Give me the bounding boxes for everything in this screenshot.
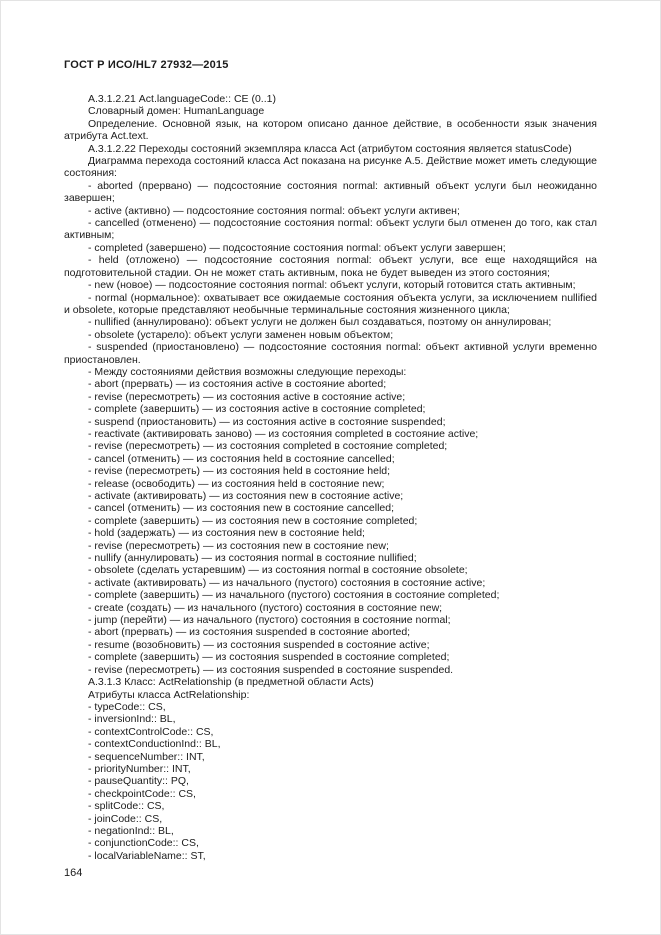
paragraph-line: - suspend (приостановить) — из состояния active в состояние suspended; — [88, 415, 446, 428]
paragraph-line: - inversionInd:: BL, — [88, 713, 176, 726]
paragraph-line: - cancelled (отменено) — подсостояние состояния normal: объект услуги был отменен до того, как стал активным; — [64, 217, 597, 242]
paragraph-line: - contextConductionInd:: BL, — [88, 738, 221, 751]
paragraph-line: - checkpointCode:: CS, — [88, 787, 196, 800]
paragraph-line: Словарный домен: HumanLanguage — [88, 105, 265, 118]
paragraph-line: Диаграмма перехода состояний класса Act показана на рисунке А.5. Действие может иметь следующие состояния: — [64, 155, 597, 180]
document-body — [64, 93, 597, 862]
paragraph-line: - revise (пересмотреть) — из состояния suspended в состояние suspended. — [88, 663, 454, 676]
paragraph-line: - localVariableName:: ST, — [88, 849, 206, 862]
paragraph-line: - negationInd:: BL, — [88, 824, 174, 837]
paragraph-line: - aborted (прервано) — подсостояние состояния normal: активный объект услуги был неожиданно завершен; — [64, 179, 597, 205]
paragraph-line: - priorityNumber:: INT, — [88, 762, 191, 775]
paragraph-line: - hold (задержать) — из состояния new в состояние held; — [88, 527, 365, 540]
paragraph-line: - new (новое) — подсостояние состояния normal: объект услуги, который готовится стать активным; — [88, 279, 576, 292]
paragraph-line: - complete (завершить) — из состояния new в состояние completed; — [88, 514, 418, 527]
paragraph-line: - obsolete (сделать устаревшим) — из состояния normal в состояние obsolete; — [88, 564, 468, 577]
paragraph-line: - sequenceNumber:: INT, — [88, 750, 205, 763]
paragraph-line: - activate (активировать) — из начального (пустого) состояния в состояние active; — [88, 576, 486, 589]
paragraph-line: - obsolete (устарело): объект услуги заменен новым объектом; — [88, 328, 394, 341]
paragraph-line: - cancel (отменить) — из состояния new в состояние cancelled; — [88, 502, 395, 515]
paragraph-line: - resume (возобновить) — из состояния suspended в состояние active; — [88, 638, 430, 651]
paragraph-line: - conjunctionCode:: CS, — [88, 837, 199, 850]
paragraph-line: - active (активно) — подсостояние состояния normal: объект услуги активен; — [88, 204, 460, 217]
paragraph-line: - normal (нормальное): охватывает все ожидаемые состояния объекта услуги, за исключением nullified и obsolete, которые представляют необычные терминальные состояния жизненного цикла; — [64, 291, 597, 316]
paragraph-line: - reactivate (активировать заново) — из состояния completed в состояние active; — [88, 427, 479, 440]
paragraph-line: Атрибуты класса ActRelationship: — [88, 688, 250, 701]
paragraph-line: - jump (перейти) — из начального (пустого) состояния в состояние normal; — [88, 614, 451, 627]
paragraph-line: - revise (пересмотреть) — из состояния held в состояние held; — [88, 465, 391, 478]
paragraph-line: - completed (завершено) — подсостояние состояния normal: объект услуги завершен; — [88, 241, 506, 254]
page-number: 164 — [64, 867, 83, 879]
paragraph-line: - contextControlCode:: CS, — [88, 725, 214, 738]
paragraph-line: - joinCode:: CS, — [88, 812, 163, 825]
paragraph-line: - typeCode:: CS, — [88, 700, 166, 713]
paragraph-line: - splitCode:: CS, — [88, 800, 165, 813]
paragraph-line: - nullified (аннулировано): объект услуги не должен был создаваться, поэтому он аннулирован; — [88, 316, 552, 329]
paragraph-line: - cancel (отменить) — из состояния held в состояние cancelled; — [88, 452, 395, 465]
paragraph-line: - pauseQuantity:: PQ, — [88, 775, 189, 788]
paragraph-line: А.3.1.2.22 Переходы состояний экземпляра класса Act (атрибутом состояния является statusCode) — [88, 142, 572, 155]
running-header: ГОСТ Р ИСО/HL7 27932—2015 — [64, 59, 229, 71]
paragraph-line: - abort (прервать) — из состояния active в состояние aborted; — [88, 378, 387, 391]
paragraph-line: - revise (пересмотреть) — из состояния active в состояние active; — [88, 390, 406, 403]
paragraph-line: - complete (завершить) — из состояния suspended в состояние completed; — [88, 651, 450, 664]
paragraph-line: - revise (пересмотреть) — из состояния completed в состояние completed; — [88, 440, 448, 453]
paragraph-line: - abort (прервать) — из состояния suspended в состояние aborted; — [88, 626, 411, 639]
paragraph-line: - revise (пересмотреть) — из состояния new в состояние new; — [88, 539, 389, 552]
paragraph-line: А.3.1.3 Класс: ActRelationship (в предметной области Acts) — [88, 676, 374, 689]
paragraph-line: А.3.1.2.21 Act.languageCode:: CE (0..1) — [88, 93, 276, 105]
paragraph-line: - activate (активировать) — из состояния new в состояние active; — [88, 490, 404, 502]
paragraph-line: - complete (завершить) — из начального (пустого) состояния в состояние completed; — [88, 589, 500, 602]
paragraph-line: - release (освободить) — из состояния held в состояние new; — [88, 477, 385, 490]
paragraph-line: - nullify (аннулировать) — из состояния normal в состояние nullified; — [88, 552, 417, 565]
paragraph-line: - complete (завершить) — из состояния active в состояние completed; — [88, 403, 426, 416]
paragraph-line: Определение. Основной язык, на котором описано данное действие, в особенности язык значения атрибута Act.text. — [64, 117, 597, 143]
paragraph-line: - create (создать) — из начального (пустого) состояния в состояние new; — [88, 601, 443, 614]
paragraph-line: - Между состояниями действия возможны следующие переходы: — [88, 365, 407, 378]
paragraph-line: - held (отложено) — подсостояние состояния normal: объект услуги, все еще находящийся на подготовительной стадии. Он не может стать активным, пока не будет выведен из этого состояния; — [64, 254, 597, 279]
paragraph-line: - suspended (приостановлено) — подсостояние состояния normal: объект активной услуги временно приостановлен. — [64, 341, 597, 366]
